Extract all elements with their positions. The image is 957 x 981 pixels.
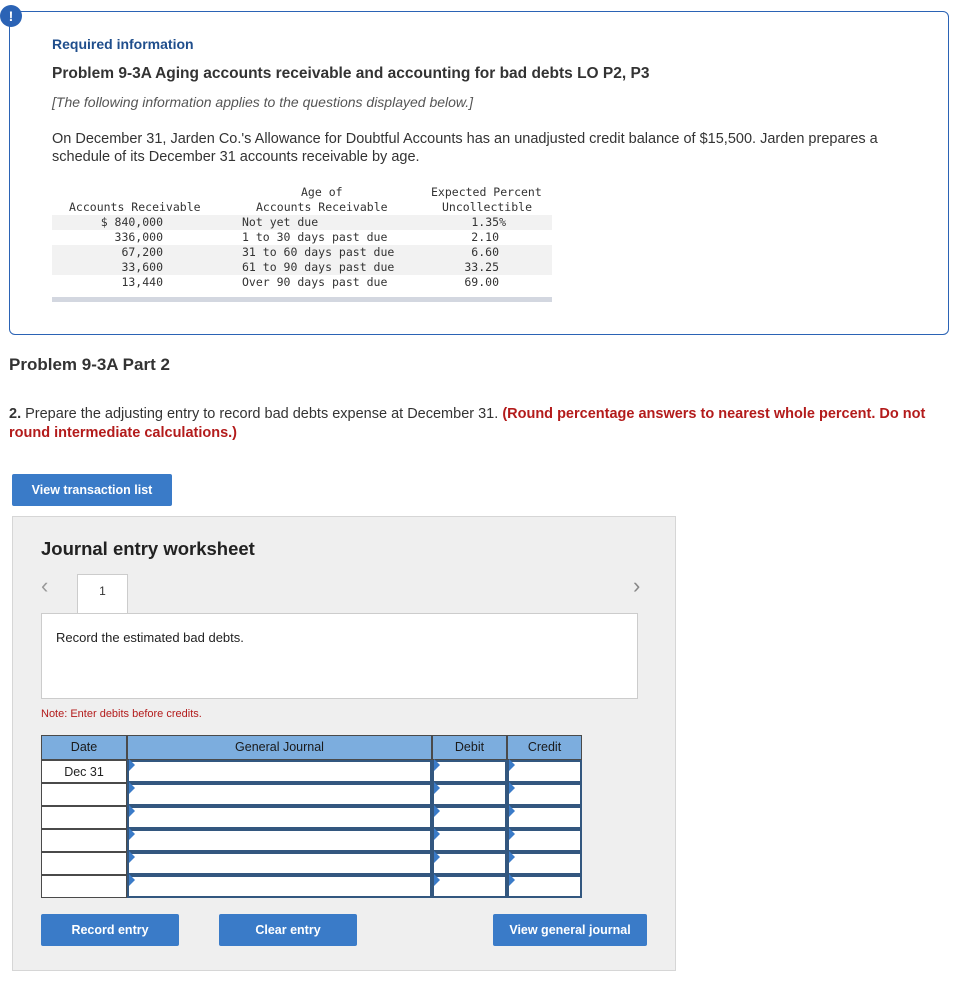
- age-cell: 61 to 90 days past due: [242, 260, 395, 274]
- alert-icon: !: [0, 5, 22, 27]
- dropdown-marker-icon: [129, 805, 135, 817]
- credit-input[interactable]: [507, 760, 582, 783]
- dropdown-marker-icon: [509, 874, 515, 886]
- percent-cell: 33.25: [464, 260, 499, 274]
- debit-input[interactable]: [432, 852, 507, 875]
- age-cell: 31 to 60 days past due: [242, 245, 395, 259]
- date-value: Dec 31: [64, 765, 104, 779]
- percent-cell: 2.10: [471, 230, 499, 244]
- dropdown-marker-icon: [129, 874, 135, 886]
- date-cell: [41, 783, 127, 806]
- dropdown-marker-icon: [509, 782, 515, 794]
- percent-cell: 6.60: [471, 245, 499, 259]
- chevron-left-icon[interactable]: ‹: [41, 573, 49, 598]
- percent-cell: 1.35%: [471, 215, 506, 229]
- question-number: 2.: [9, 406, 22, 422]
- clear-entry-button[interactable]: Clear entry: [219, 914, 357, 946]
- question-body: Prepare the adjusting entry to record bad debts expense at December 31.: [21, 406, 503, 422]
- applies-note: [The following information applies to the questions displayed below.]: [52, 94, 474, 110]
- header-debit: Debit: [432, 735, 507, 760]
- debit-input[interactable]: [432, 760, 507, 783]
- date-cell: [41, 875, 127, 898]
- credit-input[interactable]: [507, 806, 582, 829]
- dropdown-marker-icon: [509, 805, 515, 817]
- age-cell: Not yet due: [242, 215, 319, 229]
- age-cell: 1 to 30 days past due: [242, 230, 388, 244]
- col-header-age-line1: Age of: [301, 185, 343, 199]
- dropdown-marker-icon: [434, 782, 440, 794]
- date-cell: [41, 852, 127, 875]
- amount-cell: $ 840,000: [100, 215, 163, 229]
- header-general-journal: General Journal: [127, 735, 432, 760]
- account-input[interactable]: [127, 852, 432, 875]
- col-header-ar: Accounts Receivable: [69, 200, 201, 214]
- debit-input[interactable]: [432, 829, 507, 852]
- date-cell: [41, 806, 127, 829]
- dropdown-marker-icon: [129, 759, 135, 771]
- header-credit: Credit: [507, 735, 582, 760]
- table-bottom-border: [52, 297, 552, 302]
- dropdown-marker-icon: [509, 759, 515, 771]
- dropdown-marker-icon: [434, 805, 440, 817]
- date-cell: [41, 760, 127, 783]
- amount-cell: 13,440: [121, 275, 163, 289]
- required-info-title: Required information: [52, 36, 194, 52]
- dropdown-marker-icon: [434, 851, 440, 863]
- dropdown-marker-icon: [509, 851, 515, 863]
- question-instruction: (Round percentage answers to nearest whole percent. Do not round intermediate calculations.): [9, 406, 926, 441]
- entry-description: Record the estimated bad debts.: [41, 613, 638, 699]
- dropdown-marker-icon: [129, 828, 135, 840]
- amount-cell: 336,000: [114, 230, 163, 244]
- credit-input[interactable]: [507, 852, 582, 875]
- col-header-pct-line2: Uncollectible: [442, 200, 533, 214]
- dropdown-marker-icon: [434, 874, 440, 886]
- age-cell: Over 90 days past due: [242, 275, 388, 289]
- tab-entry-1[interactable]: 1: [77, 574, 128, 614]
- dropdown-marker-icon: [509, 828, 515, 840]
- question-text: [9, 405, 949, 443]
- account-input[interactable]: [127, 829, 432, 852]
- percent-cell: 69.00: [464, 275, 499, 289]
- worksheet-title: Journal entry worksheet: [41, 538, 255, 559]
- account-input[interactable]: [127, 875, 432, 898]
- debit-input[interactable]: [432, 806, 507, 829]
- problem-title: Problem 9-3A Aging accounts receivable and accounting for bad debts LO P2, P3: [52, 65, 650, 82]
- col-header-age-line2: Accounts Receivable: [256, 200, 388, 214]
- col-header-pct-line1: Expected Percent: [431, 185, 542, 199]
- problem-intro: On December 31, Jarden Co.'s Allowance for Doubtful Accounts has an unadjusted credit balance of $15,500. Jarden prepares a schedule of its December 31 accounts receivable by age.: [52, 131, 878, 165]
- account-input[interactable]: [127, 806, 432, 829]
- part-title: Problem 9-3A Part 2: [9, 355, 170, 374]
- view-transaction-list-button[interactable]: View transaction list: [12, 474, 172, 506]
- credit-input[interactable]: [507, 829, 582, 852]
- credit-input[interactable]: [507, 783, 582, 806]
- dropdown-marker-icon: [129, 851, 135, 863]
- view-general-journal-button[interactable]: View general journal: [493, 914, 647, 946]
- debit-input[interactable]: [432, 875, 507, 898]
- amount-cell: 67,200: [121, 245, 163, 259]
- dropdown-marker-icon: [434, 759, 440, 771]
- dropdown-marker-icon: [434, 828, 440, 840]
- dropdown-marker-icon: [129, 782, 135, 794]
- record-entry-button[interactable]: Record entry: [41, 914, 179, 946]
- chevron-right-icon[interactable]: ›: [633, 573, 641, 598]
- amount-cell: 33,600: [121, 260, 163, 274]
- journal-entry-worksheet: [12, 516, 676, 971]
- account-input[interactable]: [127, 760, 432, 783]
- credit-input[interactable]: [507, 875, 582, 898]
- date-cell: [41, 829, 127, 852]
- debit-input[interactable]: [432, 783, 507, 806]
- account-input[interactable]: [127, 783, 432, 806]
- header-date: Date: [41, 735, 127, 760]
- debit-credit-note: Note: Enter debits before credits.: [41, 708, 202, 720]
